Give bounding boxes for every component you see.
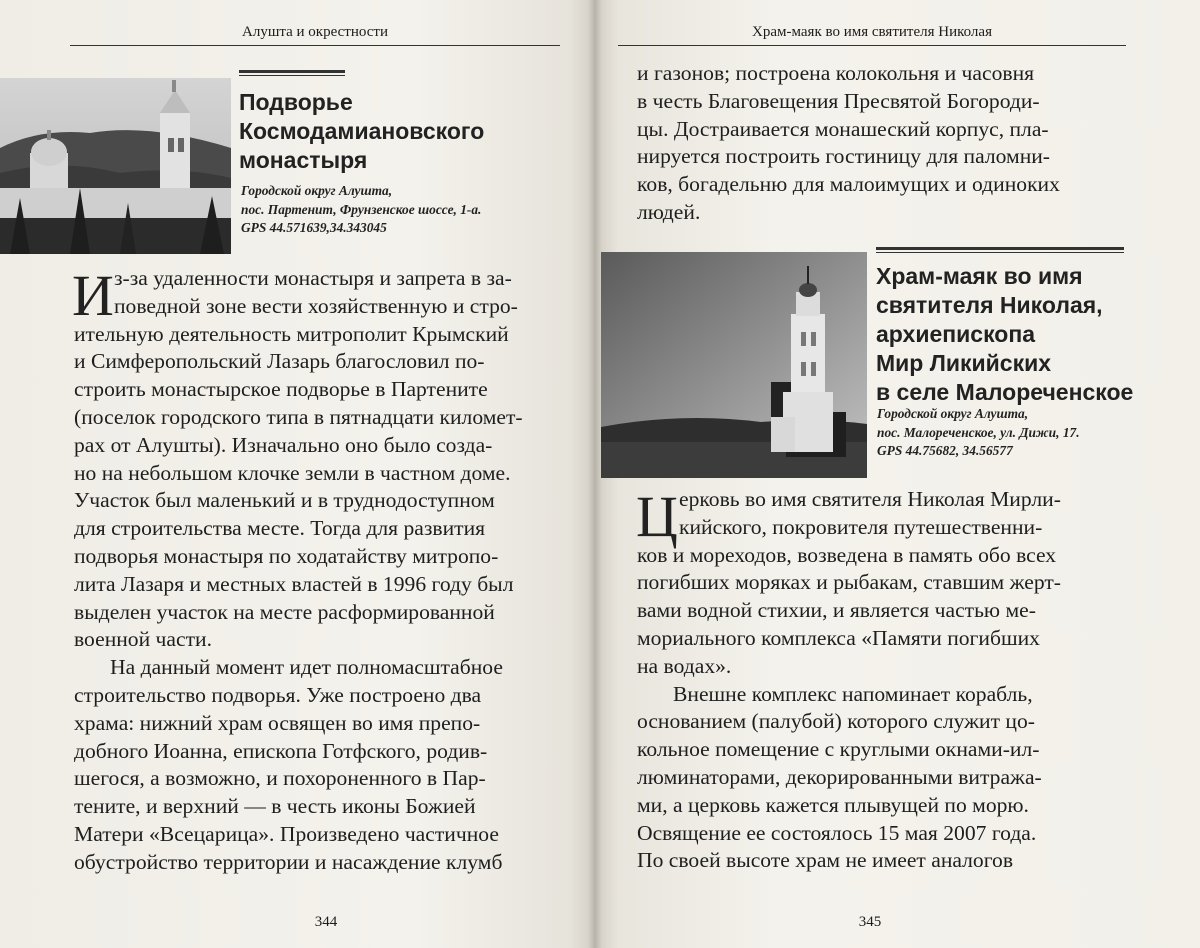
right-running-head: Храм-маяк во имя святителя Николая (752, 24, 992, 40)
text-line: людей. (637, 199, 701, 224)
heading-line: Космодамиановского (239, 118, 485, 144)
address-line: пос. Партенит, Фрунзенское шоссе, 1-а. (241, 201, 482, 217)
text-line: обустройство территории и насаждение клумб (74, 849, 503, 874)
left-running-head: Алушта и окрестности (242, 24, 388, 40)
text-line: в честь Благовещения Пресвятой Богороди- (637, 88, 1040, 113)
text-line: лита Лазаря и местных властей в 1996 году был (74, 571, 514, 596)
text-line: люминаторами, декорированными витража- (637, 764, 1042, 789)
text-line: и газонов; построена колокольня и часовня (637, 61, 1035, 85)
text-line: военной части. (74, 627, 212, 652)
heading-line: в селе Малореченское (876, 379, 1134, 405)
church-address (877, 405, 1137, 461)
text-line: ков и мореходов, возведена в память обо всех (637, 542, 1057, 567)
left-dropcap: И (72, 263, 114, 328)
address-line: Городской округ Алушта, (877, 406, 1029, 421)
heading-line: Подворье (239, 89, 353, 115)
left-page-number: 344 (314, 914, 338, 930)
text-line: По своей высоте храм не имеет аналогов (637, 848, 1014, 873)
heading-line: святителя Николая, (876, 292, 1103, 318)
text-line: строительство подворья. Уже построено два (74, 682, 482, 707)
lighthouse-church-photo (601, 252, 867, 478)
text-line: цы. Достраивается монашеский корпус, пла- (637, 116, 1049, 141)
text-line: храма: нижний храм освящен во имя препо- (74, 710, 481, 735)
text-line: На данный момент идет полномасштабное (110, 655, 503, 680)
church-heading (876, 262, 1136, 407)
text-line: нируется построить гостиницу для паломни- (637, 144, 1050, 169)
text-line: ерковь во имя святителя Николая Мирли- (679, 487, 1061, 511)
text-line: Освящение ее состоялось 15 мая 2007 года. (637, 820, 1037, 845)
heading-line: Мир Ликийских (876, 350, 1052, 376)
text-line: Внешне комплекс напоминает корабль, (673, 681, 1033, 706)
left-heading-bar-thin (239, 75, 345, 76)
address-line: пос. Малореченское, ул. Дижи, 17. (877, 424, 1080, 440)
address-line: Городской округ Алушта, (241, 183, 393, 198)
text-line: вами водной стихии, и является частью ме- (637, 598, 1036, 623)
text-line: кольное помещение с круглыми окнами-ил- (637, 737, 1040, 762)
text-line: з-за удаленности монастыря и запрета в за- (114, 266, 512, 290)
text-line: ков, богадельню для малоимущих и одиноких (637, 172, 1060, 197)
text-line: и Симферопольский Лазарь благословил по- (74, 349, 485, 374)
text-line: добного Иоанна, епископа Готфского, родив- (74, 738, 488, 763)
text-line: поведной зоне вести хозяйственную и стро- (114, 293, 518, 318)
text-line: погибших моряках и рыбакам, ставшим жерт- (637, 570, 1061, 595)
text-line: мориального комплекса «Памяти погибших (637, 625, 1040, 650)
text-line: подворья монастыря по ходатайству митропо- (74, 543, 499, 568)
text-line: выделен участок на месте расформированной (74, 599, 495, 624)
right-body-text (637, 486, 1125, 875)
left-body-text (74, 265, 562, 877)
text-line: Матери «Всецарица». Произведено частичное (74, 821, 499, 846)
right-heading-bar-thin (876, 252, 1124, 253)
text-line: ительную деятельность митрополит Крымский (74, 321, 509, 346)
heading-line: Храм-маяк во имя (876, 263, 1083, 289)
text-line: кийского, покровителя путешественни- (679, 514, 1043, 539)
text-line: Участок был маленький и в труднодоступном (74, 488, 495, 513)
left-header-rule (70, 45, 560, 46)
right-page-number: 345 (858, 914, 882, 930)
text-line: (поселок городского типа в пятнадцати километ- (74, 404, 523, 429)
text-line: тените, и верхний — в честь иконы Божией (74, 794, 476, 819)
gps-coordinates: GPS 44.571639,34.343045 (241, 220, 387, 235)
right-continued-text (637, 60, 1125, 227)
text-line: шегося, а возможно, и похороненного в Пар- (74, 766, 486, 791)
text-line: ми, а церковь кажется плывущей по морю. (637, 792, 1029, 817)
heading-line: архиепископа (876, 321, 1036, 347)
text-line: основанием (палубой) которого служит цо- (637, 709, 1035, 734)
right-heading-bar (876, 247, 1124, 250)
heading-line: монастыря (239, 147, 368, 173)
monastery-photo (0, 78, 231, 254)
left-heading-bar (239, 70, 345, 73)
right-header-rule (618, 45, 1126, 46)
text-line: для строительства месте. Тогда для развития (74, 516, 486, 541)
monastery-address (241, 182, 561, 238)
right-dropcap: Ц (636, 484, 678, 549)
gps-coordinates: GPS 44.75682, 34.56577 (877, 443, 1013, 458)
text-line: строить монастырское подворье в Партените (74, 377, 488, 402)
text-line: но на небольшом клочке земли в частном доме. (74, 460, 511, 485)
book-spine (588, 0, 602, 948)
monastery-heading (239, 88, 579, 175)
text-line: на водах». (637, 653, 732, 678)
text-line: рах от Алушты). Изначально оно было созда- (74, 432, 493, 457)
